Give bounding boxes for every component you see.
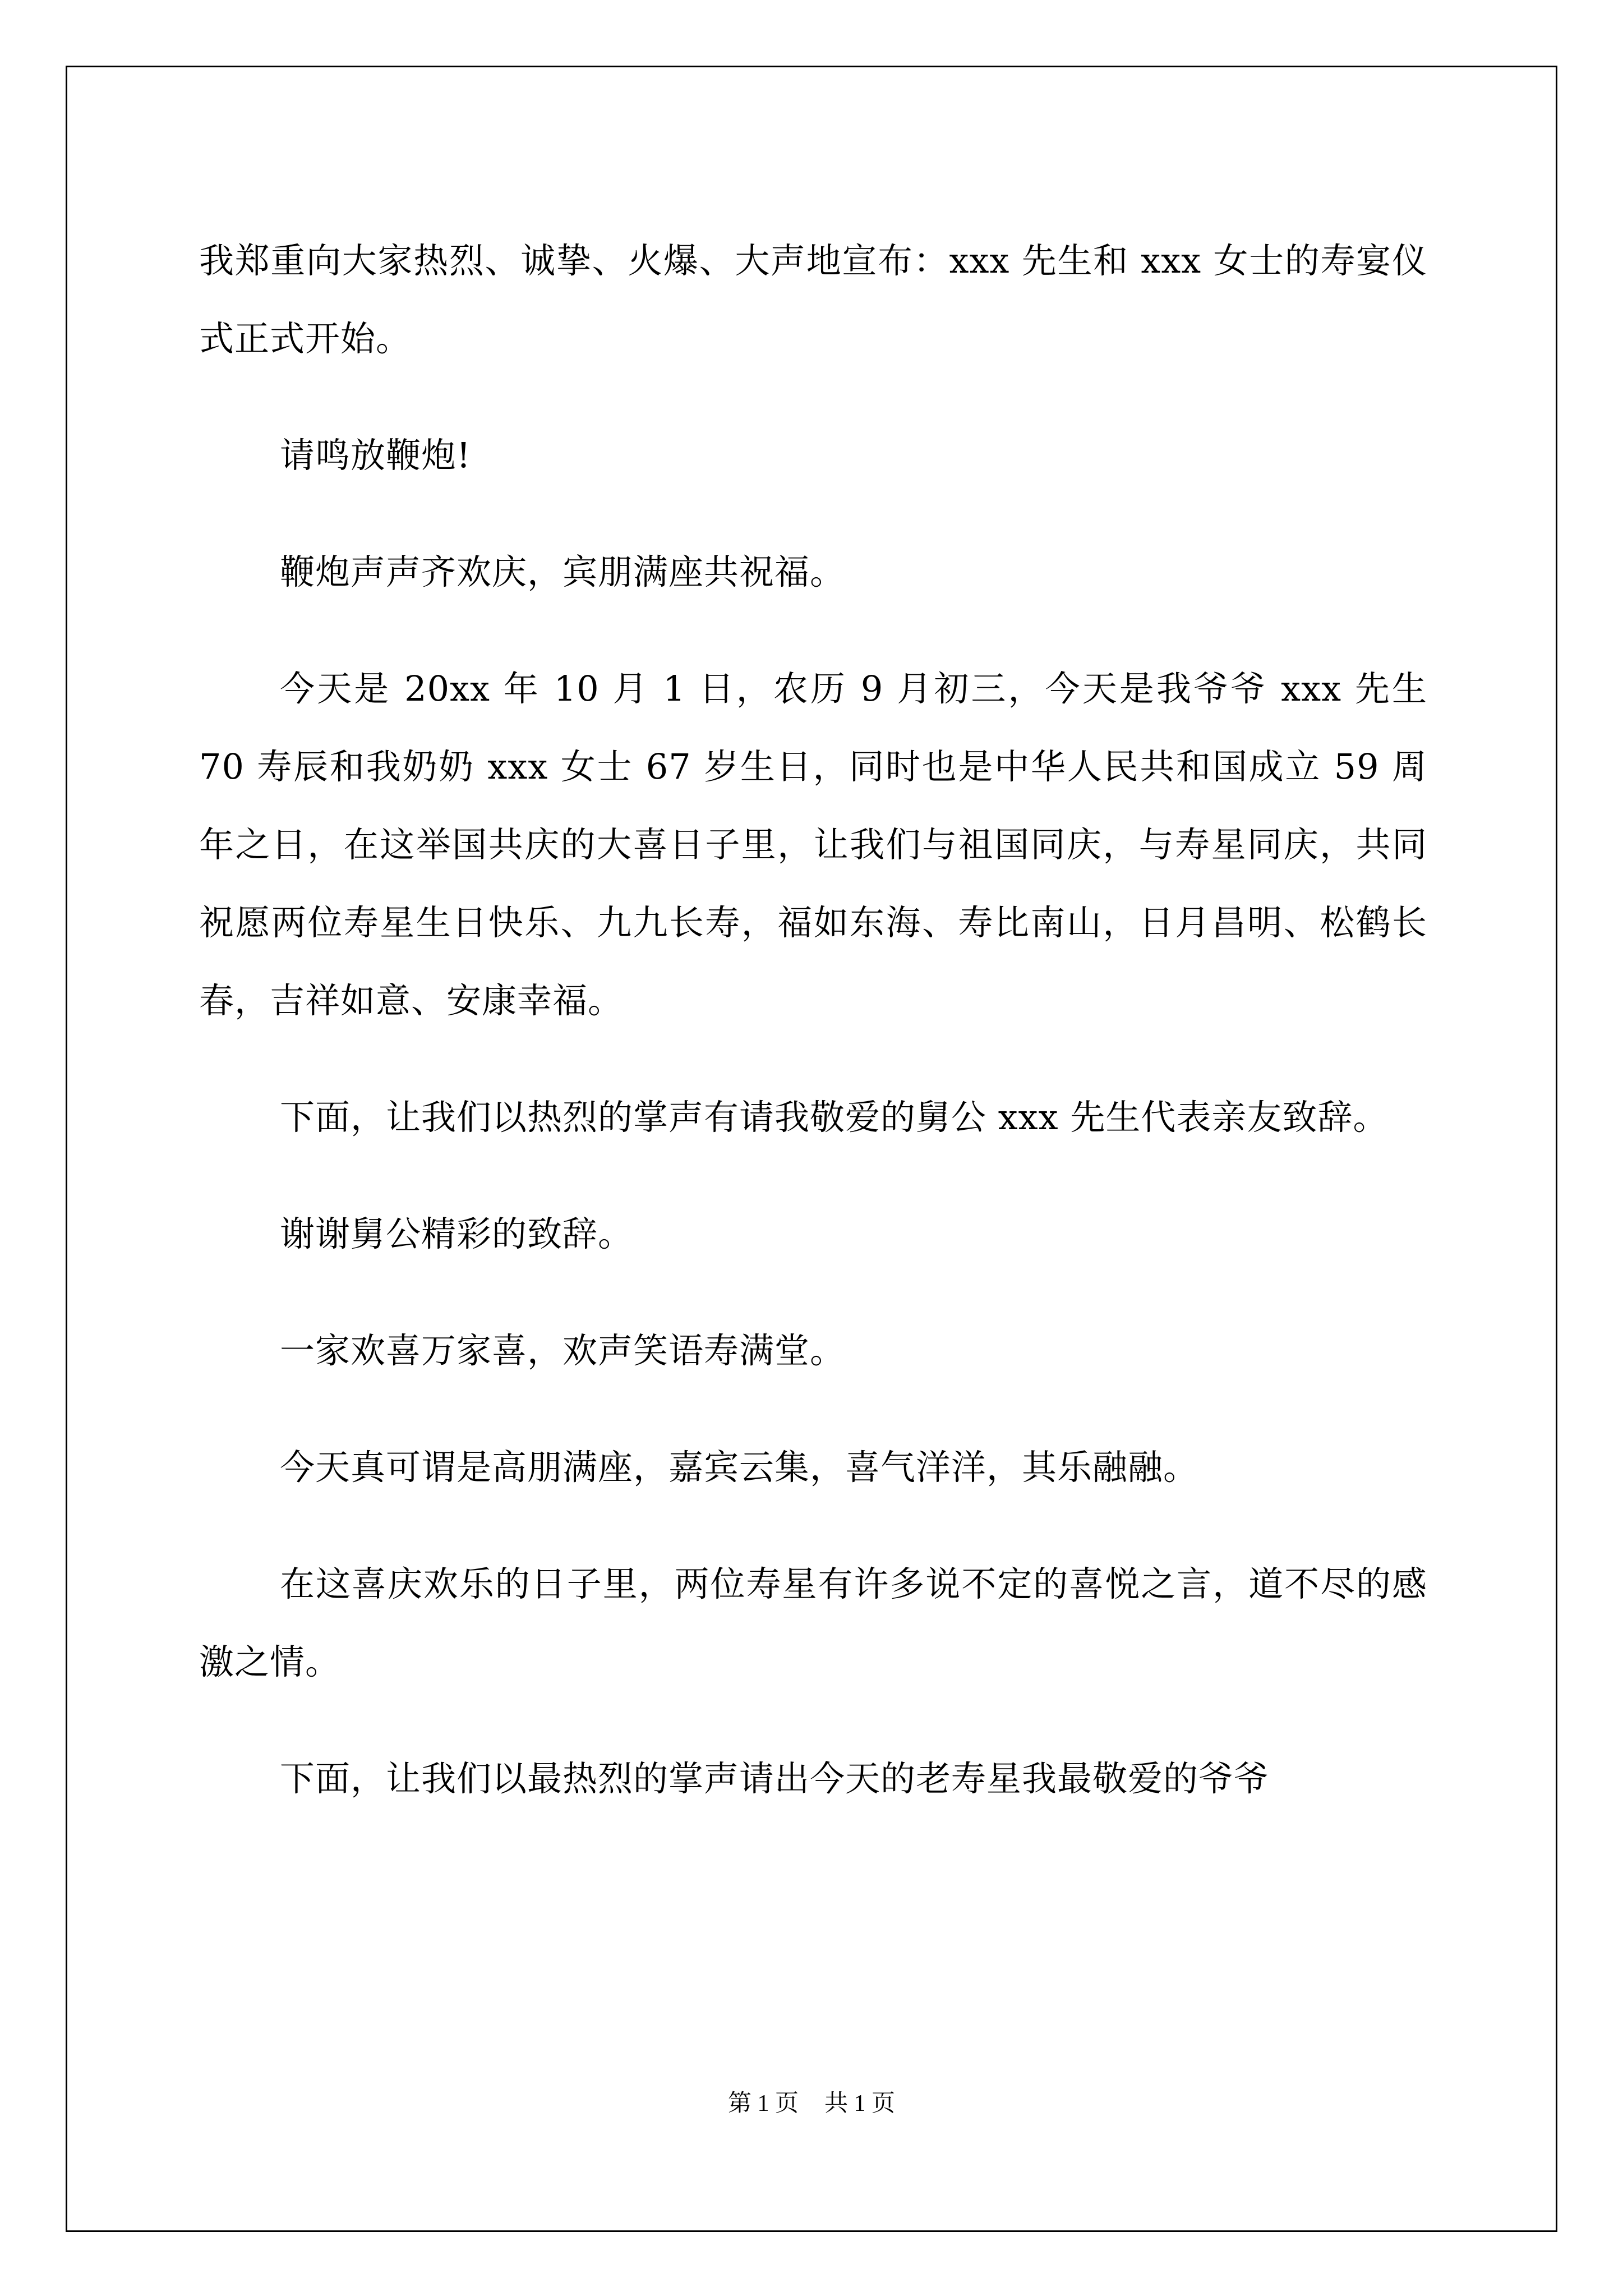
- paragraph-invite-grandfather: 下面，让我们以最热烈的掌声请出今天的老寿星我最敬爱的爷爷: [280, 1758, 1270, 1799]
- document-body: [199, 222, 1427, 1856]
- paragraph-joy: 一家欢喜万家喜，欢声笑语寿满堂。: [280, 1330, 846, 1371]
- paragraph-guests: 今天真可谓是高朋满座，嘉宾云集，喜气洋洋，其乐融融。: [280, 1447, 1199, 1488]
- paragraph-uncle-speech: 下面，让我们以热烈的掌声有请我敬爱的舅公 xxx 先生代表亲友致辞。: [280, 1097, 1389, 1138]
- paragraph-firecrackers: 请鸣放鞭炮!: [280, 435, 471, 476]
- paragraph-birthday-intro: 今天是 20xx 年 10 月 1 日，农历 9 月初三，今天是我爷爷 xxx 先生 70 寿辰和我奶奶 xxx 女士 67 岁生日，同时也是中华人民共和国成立 59 周年之日，在这举国共庆的大喜日子里，让我们与祖国同庆，与寿星同庆，共同祝愿两位寿星生日快乐、九九长寿，福如东海、寿比南山，日月昌明、松鹤长春，吉祥如意、安康幸福。: [199, 668, 1427, 1021]
- paragraph-gratitude: 在这喜庆欢乐的日子里，两位寿星有许多说不定的喜悦之言，道不尽的感激之情。: [199, 1563, 1427, 1682]
- page-number: 第 1 页: [727, 2091, 799, 2116]
- page-total: 共 1 页: [824, 2091, 896, 2116]
- page-footer: [0, 2087, 1623, 2120]
- paragraph-celebration: 鞭炮声声齐欢庆，宾朋满座共祝福。: [280, 551, 846, 592]
- paragraph-announcement: 我郑重向大家热烈、诚挚、火爆、大声地宣布：xxx 先生和 xxx 女士的寿宴仪式正式开始。: [199, 240, 1427, 359]
- paragraph-thanks: 谢谢舅公精彩的致辞。: [280, 1213, 634, 1254]
